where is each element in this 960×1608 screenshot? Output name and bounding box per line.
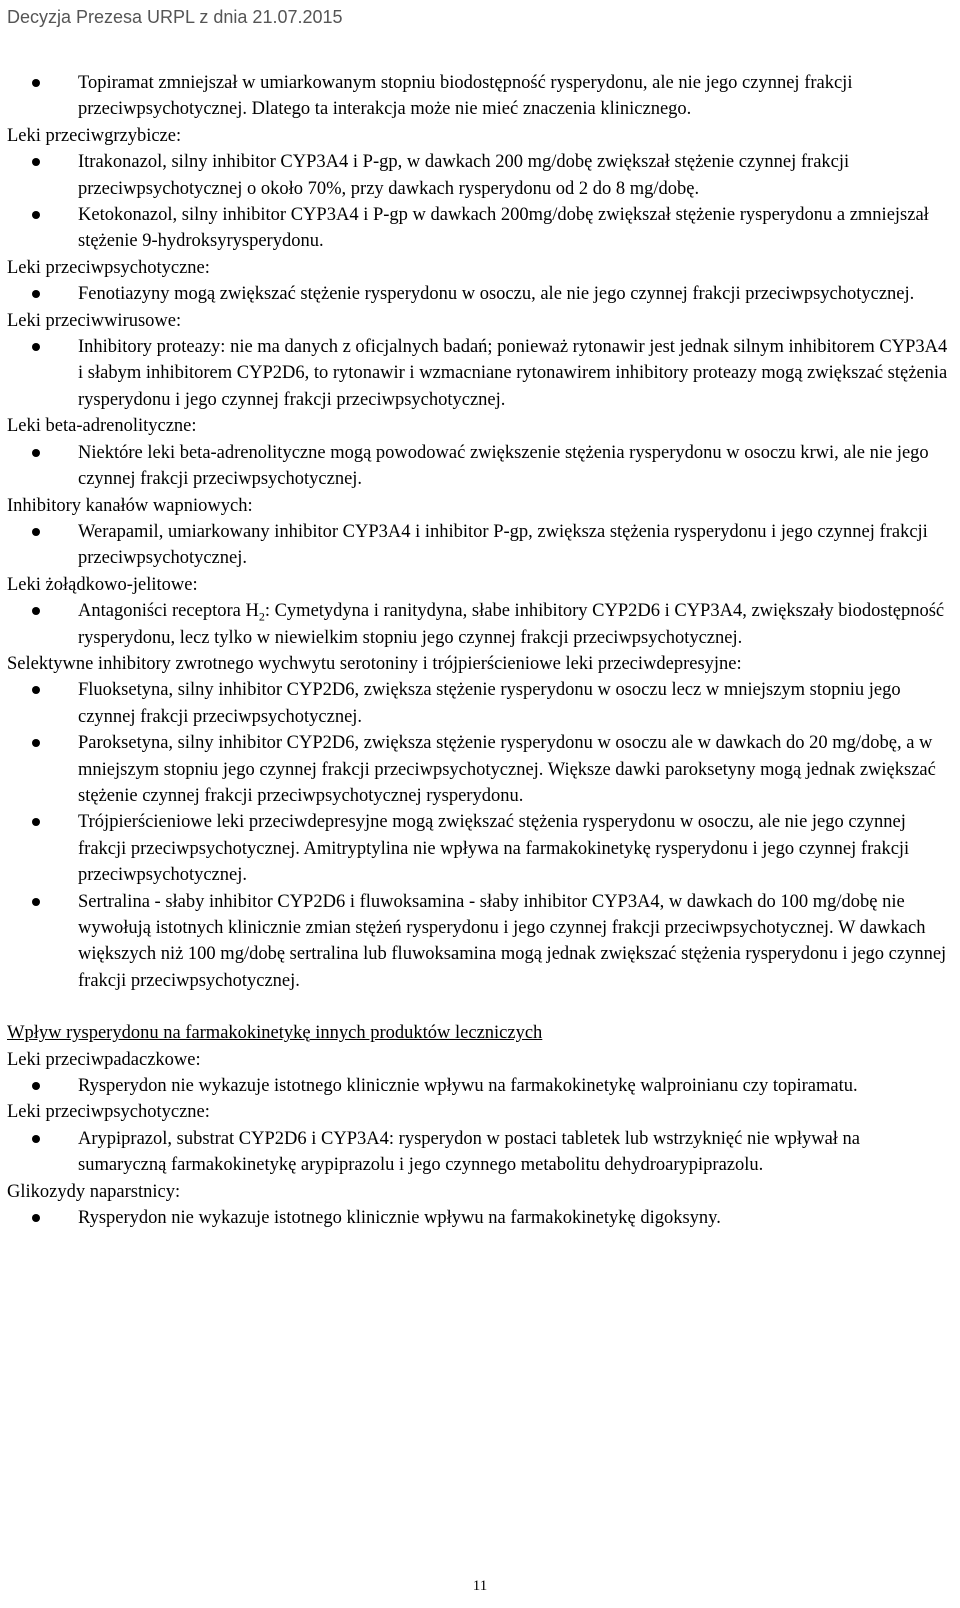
section-heading-antipsychotics: Leki przeciwpsychotyczne: — [7, 257, 210, 278]
antipsychotics-2-list — [7, 1126, 952, 1179]
list-item: Niektóre leki beta-adrenolityczne mogą powodować zwiększenie stężenia rysperydonu w osoczu krwi, ale nie jego czynnej frakcji przeciwpsychotycznej. — [7, 440, 952, 493]
h2-subscript: 2 — [258, 609, 265, 624]
section-heading-calcium-channel: Inhibitory kanałów wapniowych: — [7, 495, 253, 516]
section-heading-digitalis: Glikozydy naparstnicy: — [7, 1181, 181, 1202]
list-item — [7, 598, 952, 651]
list-item: Fluoksetyna, silny inhibitor CYP2D6, zwiększa stężenie rysperydonu w osoczu lecz w mniejszym stopniu jego czynnej frakcji przeciwpsychotycznej. — [7, 677, 952, 730]
list-item: Rysperydon nie wykazuje istotnego klinicznie wpływu na farmakokinetykę digoksyny. — [7, 1205, 952, 1231]
list-item: Sertralina - słaby inhibitor CYP2D6 i fluwoksamina - słaby inhibitor CYP3A4, w dawkach do 100 mg/dobę nie wywołują istotnych klinicznie zmian stężeń rysperydonu i jego czynnej frakcji przeciwpsychotycznej. W dawkach większych niż 100 mg/dobę sertralina lub fluwoksamina mogą jednak zwiększać stężenia rysperydonu i jego czynnej frakcji przeciwpsychotycznej. — [7, 889, 952, 995]
digitalis-list — [7, 1205, 952, 1231]
list-item: Ketokonazol, silny inhibitor CYP3A4 i P-gp w dawkach 200mg/dobę zwiększał stężenie rysperydonu a zmniejszał stężenie 9-hydroksyrysperydonu. — [7, 202, 952, 255]
document-header: Decyzja Prezesa URPL z dnia 21.07.2015 — [7, 7, 343, 27]
topiramate-list — [7, 70, 952, 123]
h2-item-pre: Antagoniści receptora H — [78, 601, 259, 622]
section-heading-beta-blockers: Leki beta-adrenolityczne: — [7, 416, 197, 437]
section-heading-ssri-tca: Selektywne inhibitory zwrotnego wychwytu serotoniny i trójpierścieniowe leki przeciwdepresyjne: — [7, 653, 742, 674]
section-title-risperidone-effect: Wpływ rysperydonu na farmakokinetykę innych produktów leczniczych — [7, 1023, 543, 1044]
ssri-tca-list — [7, 677, 952, 994]
h2-item-post: : Cymetydyna i ranitydyna, słabe inhibitory CYP2D6 i CYP3A4, zwiększały biodostępność rysperydonu, lecz tylko w niewielkim stopniu jego czynnej frakcji przeciwpsychotycznej. — [78, 601, 945, 648]
section-heading-antipsychotics-2: Leki przeciwpsychotyczne: — [7, 1102, 210, 1123]
calcium-channel-list — [7, 519, 952, 572]
antipsychotics-list — [7, 281, 952, 307]
section-heading-antiepileptics: Leki przeciwpadaczkowe: — [7, 1049, 201, 1070]
gastrointestinal-list — [7, 598, 952, 651]
list-item: Rysperydon nie wykazuje istotnego klinicznie wpływu na farmakokinetykę walproinianu czy topiramatu. — [7, 1073, 952, 1099]
page-number: 11 — [472, 1578, 488, 1594]
list-item: Fenotiazyny mogą zwiększać stężenie rysperydonu w osoczu, ale nie jego czynnej frakcji przeciwpsychotycznej. — [7, 281, 952, 307]
section-heading-antivirals: Leki przeciwwirusowe: — [7, 310, 182, 331]
list-item: Paroksetyna, silny inhibitor CYP2D6, zwiększa stężenie rysperydonu w osoczu ale w dawkach do 20 mg/dobę, a w mniejszym stopniu jego czynnej frakcji przeciwpsychotycznej. Większe dawki paroksetyny mogą jednak zwiększać stężenie czynnej frakcji przeciwpsychotycznej rysperydonu. — [7, 730, 952, 809]
beta-blockers-list — [7, 440, 952, 493]
list-item: Werapamil, umiarkowany inhibitor CYP3A4 i inhibitor P-gp, zwiększa stężenia rysperydonu i jego czynnej frakcji przeciwpsychotycznej. — [7, 519, 952, 572]
section-heading-gastrointestinal: Leki żołądkowo-jelitowe: — [7, 574, 198, 595]
list-item: Arypiprazol, substrat CYP2D6 i CYP3A4: rysperydon w postaci tabletek lub wstrzyknięć nie wpływał na sumaryczną farmakokinetykę arypiprazolu i jego czynnego metabolitu dehydroarypiprazolu. — [7, 1126, 952, 1179]
section-heading-antifungals: Leki przeciwgrzybicze: — [7, 125, 182, 146]
spacer — [7, 994, 952, 1020]
document-body — [7, 70, 952, 1231]
antiepileptics-list — [7, 1073, 952, 1099]
list-item: Topiramat zmniejszał w umiarkowanym stopniu biodostępność rysperydonu, ale nie jego czynnej frakcji przeciwpsychotycznej. Dlatego ta interakcja może nie mieć znaczenia klinicznego. — [7, 70, 952, 123]
list-item: Inhibitory proteazy: nie ma danych z oficjalnych badań; ponieważ rytonawir jest jednak silnym inhibitorem CYP3A4 i słabym inhibitorem CYP2D6, to rytonawir i wzmacniane rytonawirem inhibitory proteazy mogą zwiększać stężenia rysperydonu i jego czynnej frakcji przeciwpsychotycznej. — [7, 334, 952, 413]
list-item: Itrakonazol, silny inhibitor CYP3A4 i P-gp, w dawkach 200 mg/dobę zwiększał stężenie czynnej frakcji przeciwpsychotycznej o około 70%, przy dawkach rysperydonu od 2 do 8 mg/dobę. — [7, 149, 952, 202]
antifungals-list — [7, 149, 952, 255]
antivirals-list — [7, 334, 952, 413]
list-item: Trójpierścieniowe leki przeciwdepresyjne mogą zwiększać stężenia rysperydonu w osoczu, ale nie jego czynnej frakcji przeciwpsychotycznej. Amitryptylina nie wpływa na farmakokinetykę rysperydonu i jego czynnej frakcji przeciwpsychotycznej. — [7, 809, 952, 888]
